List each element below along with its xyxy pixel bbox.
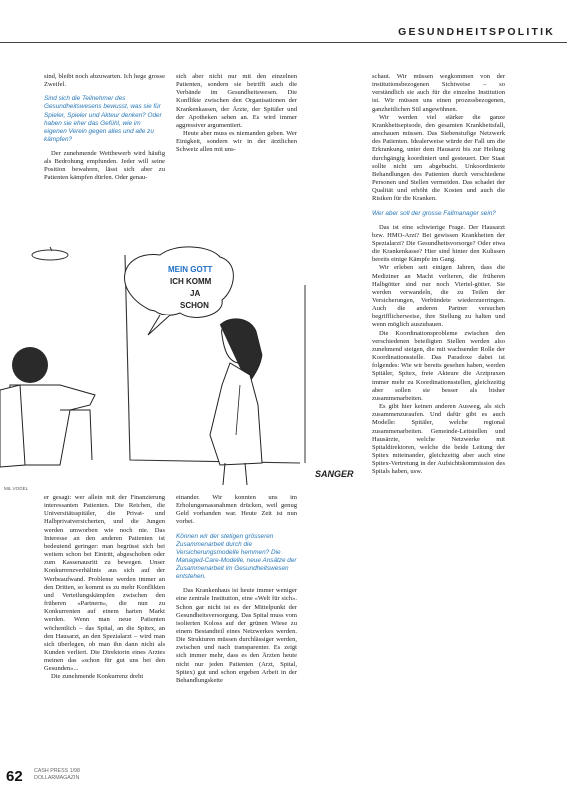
speech-line-3: JA xyxy=(190,289,201,298)
page-number: 62 xyxy=(6,768,23,785)
column-1-top xyxy=(44,73,165,183)
header-rule xyxy=(0,42,567,43)
interview-question: Können wir der stetigen grösseren Zusammenarbeit durch die Versicherungsmodelle hemmen? Die Managed-Care-Modelle, neue Ansätze der Zusammenarbeit im Gesundheitswesen entstehen. xyxy=(176,532,297,581)
interview-question: Sind sich die Teilnehmer des Gesundheitswesens bewusst, was sie für Spieler, Spieler und Akteur denken? Oder haben sie eher das Gefühl, wie im eigenen Verein gegen alles und alle zu kämpfen? xyxy=(44,95,162,143)
column-1-bottom xyxy=(44,494,165,682)
speech-line-1: MEIN GOTT xyxy=(168,265,213,274)
column-2-bottom xyxy=(176,494,297,685)
cartoon-signature: SANGER xyxy=(315,469,354,479)
paragraph: Das Krankenhaus ist heute immer weniger eine zentrale Institution, eine «Welt für sich». Schon gar nicht ist es der Mittelpunkt der Gesundheitsversorgung. Das Spital muss vom isolierten Koloss auf der grünen Wiese zu einem Bestandteil eines Netzwerkes werden. Die Strukturen müssen durchlässiger werden, zwischen und nach transparenter. Es zeigt sich immer mehr, dass es den Ärzten heute nicht nur jeden Patienten (Arzt, Spital, Spitex) gut und schon ergeben Arbeit in der Behandlungskette xyxy=(176,587,297,684)
section-title: GESUNDHEITSPOLITIK xyxy=(398,26,555,38)
paragraph: Das ist eine schwierige Frage. Der Hausarzt bzw. HMO-Arzt? Bei gewissen Krankheiten der Spezialarzt? Die Gesundheitsvorsorge? Oder etwa die Krankenkasse? Hier sind hinter den Kulissen bereits einige Kämpfe im Gang. xyxy=(372,223,505,264)
paragraph: Der zunehmende Wettbewerb wird häufig als Bedrohung empfunden. Jeder will seine Position bewahren, lässt sich aber zu Patienten kämpfen dürfen. Oder genau- xyxy=(44,149,165,182)
magazine-line-2: DOLLARMAGAZIN xyxy=(34,774,80,781)
paragraph: schaut. Wir müssen wegkommen von der institutionsbezogenen Sichtweise – so verständlich sie auch für die einzelne Institution ist. Wir müssen uns einen prozessbezogenen, ganzheitlichen Stil angewöhnen. xyxy=(372,73,505,113)
page-header xyxy=(0,4,567,44)
paragraph: er gesagt: wer allein mit der Finanzierung interessanten Patienten. Die Reichen, die Universitätsspitäler, die Privat- und Halbprivatversicherten, und die Jungen werden umworben wie noch nie. Das Interesse an den anderen Patienten ist bedeutend geringer: man begrüsst sich bei weitem schon bei Eintritt, abgeschoben oder zum Kassenausritt zu bewegen. Unser Konkurrenzverhältnis aus sich auf der Werbeaufwand. Probleme werden immer an den Dritten, so kommt es zu mehr Konflikten und Verteilungskämpfen zwischen den früheren «Partnern», die nun zu Konkurrenten auf einem harten Markt werden. Wenn man neue Patienten wöchentlich – das Spital, an die Spitex, an den Hausarzt, an den Spezialarzt – wird man sich überlegen, ob man ihn dann nicht als Kunden verliert. Die Direktorin eines Arztes meinen das «schon für gut uns bei den Gesunden»... xyxy=(44,494,165,673)
cartoon-credit: MIL VOGEL xyxy=(4,486,29,491)
speech-line-4: SCHON xyxy=(180,301,209,310)
column-3 xyxy=(372,73,505,476)
speech-line-2: ICH KOMM xyxy=(170,277,212,286)
column-2-top xyxy=(176,73,297,155)
paragraph: Die Koordinationsprobleme zwischen den verschiedenen beteiligten Stellen werden also zunehmend steigen, die mit wachsender Rolle der Koordinationsstelle. Das Paradoxe dabei ist folgendes: Wie wir bereits gesehen haben, werden Spitäler, Spitex, freie Akteure die Arztpraxen immer mehr zu Koordinationsstellen, gleichzeitig aber sollen sie besser als bisher zusammenarbeiten. xyxy=(372,329,505,402)
paragraph: sich aber nicht nur mit den einzelnen Patienten, sondern sie betrifft auch die Verbände im Gesundheitswesen. Die Konflikte zwischen den Organisationen der Krankenkassen, der Ärzte, der Spitäler und der Apotheken sehen an. Es wird immer aggressiver argumentiert. xyxy=(176,73,297,129)
paragraph: Die zunehmende Konkurrenz dreht xyxy=(51,673,144,681)
paragraph: Es gibt hier keinen anderen Ausweg, als sich zusammenzuraufen. Und dafür gibt es auch Modelle: Spitäler, welche regional zusammenarbeiten. Gemeinde-Leitstellen und Hausärzte, welche Netzwerke mit Spitaldirektoren, welche die beide Leitung der Spitex miteinander, gleichzeitig aber auch eine Spitex-Vertretung in der Aufsichtskommission des Spitals haben, usw. xyxy=(372,403,505,476)
magazine-line-1: CASH PRESS 1/98 xyxy=(34,768,80,774)
paragraph: Heute aber muss es niemanden geben. Wer Einigkeit, sondern wir in der ärztlichen Schweiz allen mit uns- xyxy=(176,130,297,154)
paragraph: sind, bleibt noch abzuwarten. Ich hege grosse Zweifel. xyxy=(44,73,165,89)
paragraph: Wir erleben seit einigen Jahren, dass die Mediziner an Macht verlieren, die früheren Halbgötter sind nur noch Viertel-götter. Sie werden verwandeln, die zu Teilen der Versicherungen, Verbündete wiederzuerringen. Auch die anderen Partner versuchen begrifflicherweise, ihre Stellung zu halten und wenn möglich auszubauen. xyxy=(372,264,505,329)
paragraph: einander. Wir konnten uns im Erholungsmassnahmen drücken, weil genug Geld vorhanden war. Heute Zeit ist nun vorbei. xyxy=(176,494,297,526)
paragraph: Wir werden viel stärker die ganze Krankheitsepisode, den gesamten Krankheitsfall, anschauen müssen. Das Siebenstufige Netzwerk des Patienten. Idealerweise würde der Fall um die Erkrankung, unter dem Hausarzt bis zur Heilung durchgängig koordiniert und gesteuert. Der Staat sollte nicht um abgebucht. Unkoordinierte Behandlungen des Patienten durch verschiedene Personen und Stellen vermeiden. Das schadet der Qualität und erhöht die Kosten und auch die Risiken für die Kranken. xyxy=(372,113,505,203)
cartoon-illustration xyxy=(0,235,370,493)
magazine-info xyxy=(34,768,144,781)
interview-question: Wer aber soll der grosse Fallmanager sein? xyxy=(372,209,496,217)
